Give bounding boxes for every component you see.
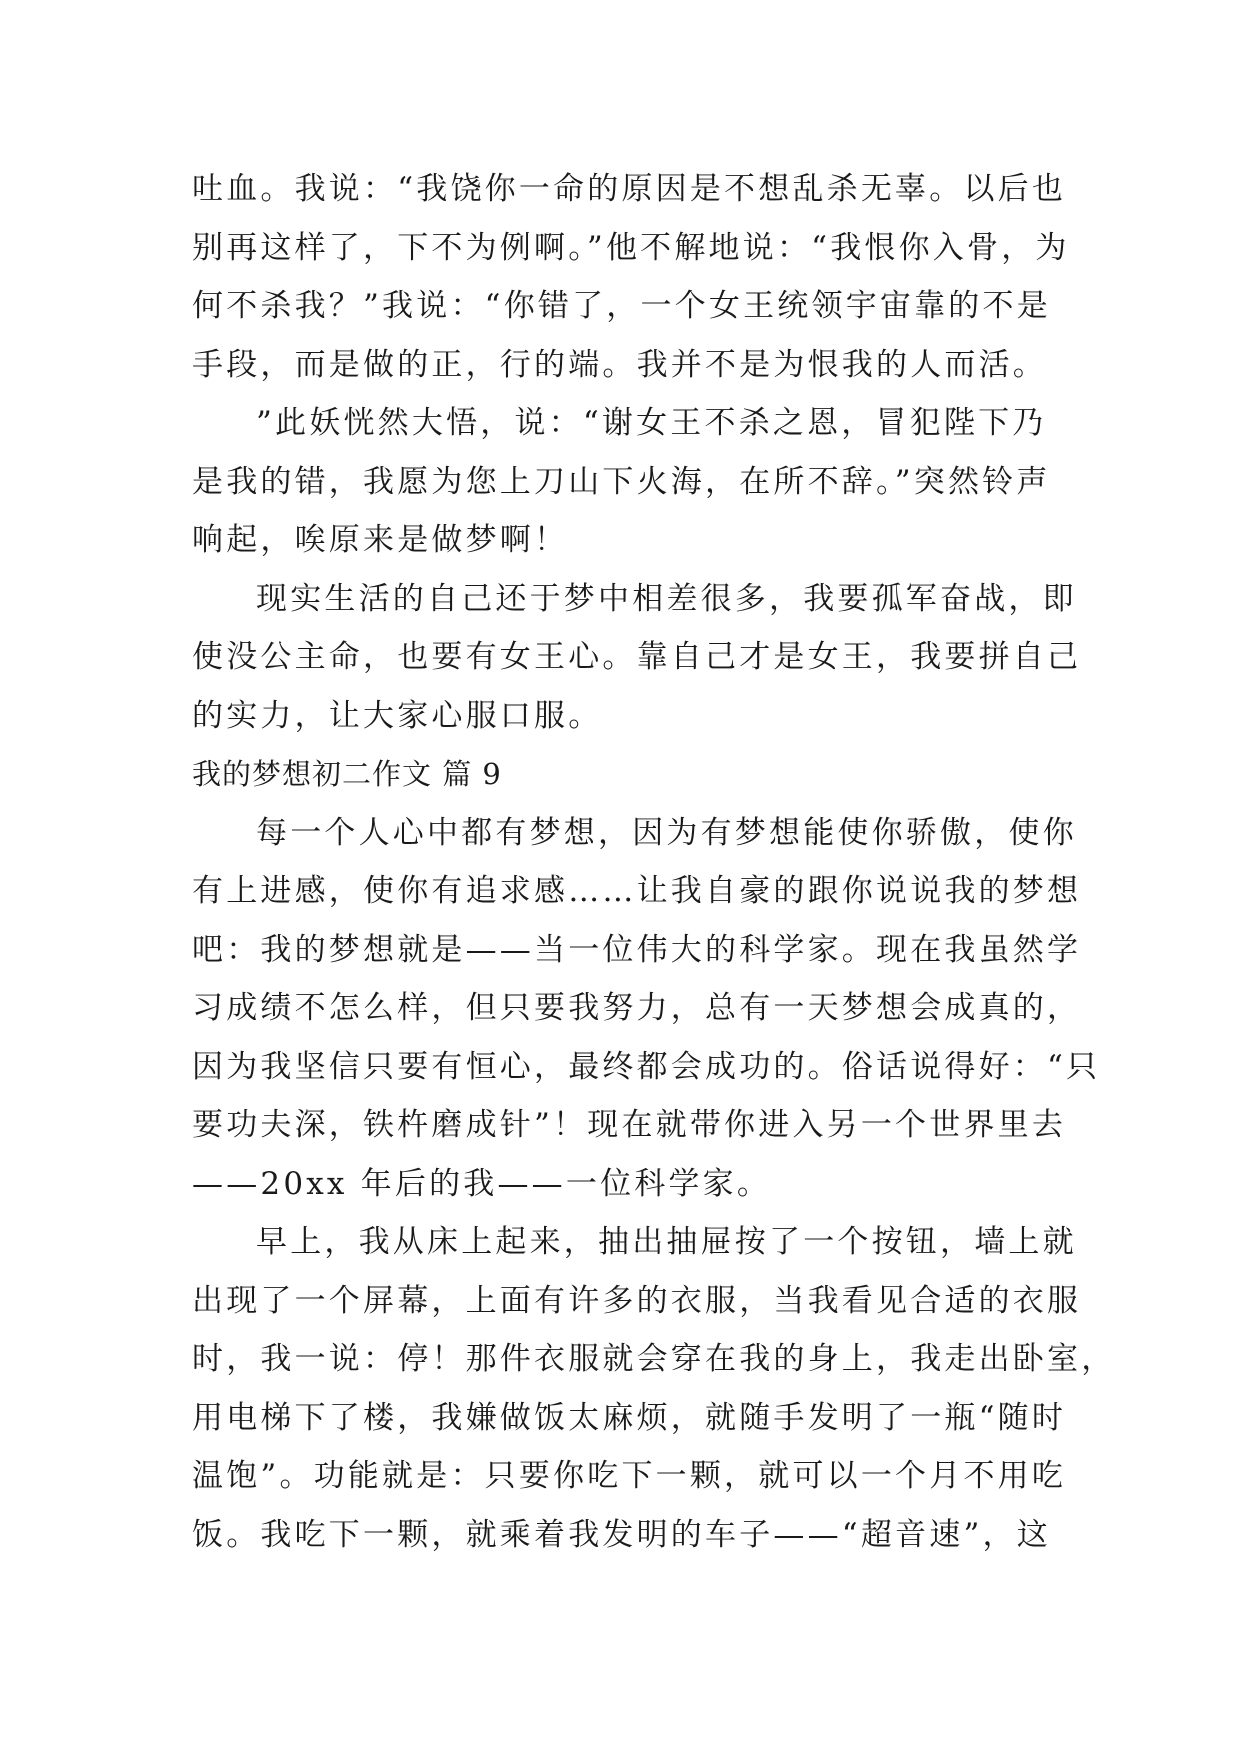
text-line: 的实力，让大家心服口服。	[192, 697, 603, 734]
text-line: 响起，唉原来是做梦啊！	[192, 522, 569, 558]
text-line: 是我的错，我愿为您上刀山下火海，在所不辞。”突然铃声	[192, 463, 1051, 500]
paragraph	[192, 1213, 1116, 1564]
document-body	[192, 160, 1116, 1564]
text-line: 手段，而是做的正，行的端。我并不是为恨我的人而活。	[192, 346, 1047, 383]
text-line: 有上进感，使你有追求感……让我自豪的跟你说说我的梦想	[192, 873, 1082, 909]
text-line: 别再这样了，下不为例啊。”他不解地说：“我恨你入骨，为	[192, 229, 1070, 266]
text-line: 出现了一个屏幕，上面有许多的衣服，当我看见合适的衣服	[192, 1282, 1082, 1319]
text-line: 用电梯下了楼，我嫌做饭太麻烦，就随手发明了一瓶“随时	[192, 1399, 1067, 1436]
text-line: ——20xx 年后的我——一位科学家。	[192, 1165, 772, 1202]
text-line: 温饱”。功能就是：只要你吃下一颗，就可以一个月不用吃	[192, 1458, 1067, 1494]
text-line: 时，我一说：停！那件衣服就会穿在我的身上，我走出卧室，	[192, 1341, 1116, 1377]
text-line: 早上，我从床上起来，抽出抽屉按了一个按钮，墙上就	[256, 1224, 1077, 1260]
paragraph	[192, 160, 1070, 394]
text-line: 现实生活的自己还于梦中相差很多，我要孤军奋战，即	[256, 580, 1077, 617]
text-line: 饭。我吃下一颗，就乘着我发明的车子——“超音速”，这	[192, 1516, 1051, 1553]
text-line: 吧：我的梦想就是——当一位伟大的科学家。现在我虽然学	[192, 931, 1082, 968]
text-line: 因为我坚信只要有恒心，最终都会成功的。俗话说得好：“只	[192, 1048, 1101, 1085]
text-line: 每一个人心中都有梦想，因为有梦想能使你骄傲，使你	[256, 814, 1077, 851]
text-line: 使没公主命，也要有女王心。靠自己才是女王，我要拼自己	[192, 639, 1082, 675]
text-line: 习成绩不怎么样，但只要我努力，总有一天梦想会成真的，	[192, 990, 1082, 1026]
section-heading: 我的梦想初二作文 篇 9	[192, 757, 502, 791]
paragraph	[192, 394, 1052, 570]
text-line: 要功夫深，铁杵磨成针”！现在就带你进入另一个世界里去	[192, 1107, 1067, 1143]
text-line: 何不杀我？”我说：“你错了，一个女王统领宇宙靠的不是	[192, 288, 1051, 324]
text-line: ”此妖恍然大悟，说：“谢女王不杀之恩，冒犯陛下乃	[256, 405, 1047, 441]
paragraph	[192, 570, 1082, 746]
text-line: 吐血。我说：“我饶你一命的原因是不想乱杀无辜。以后也	[192, 171, 1067, 207]
paragraph	[192, 804, 1101, 1214]
